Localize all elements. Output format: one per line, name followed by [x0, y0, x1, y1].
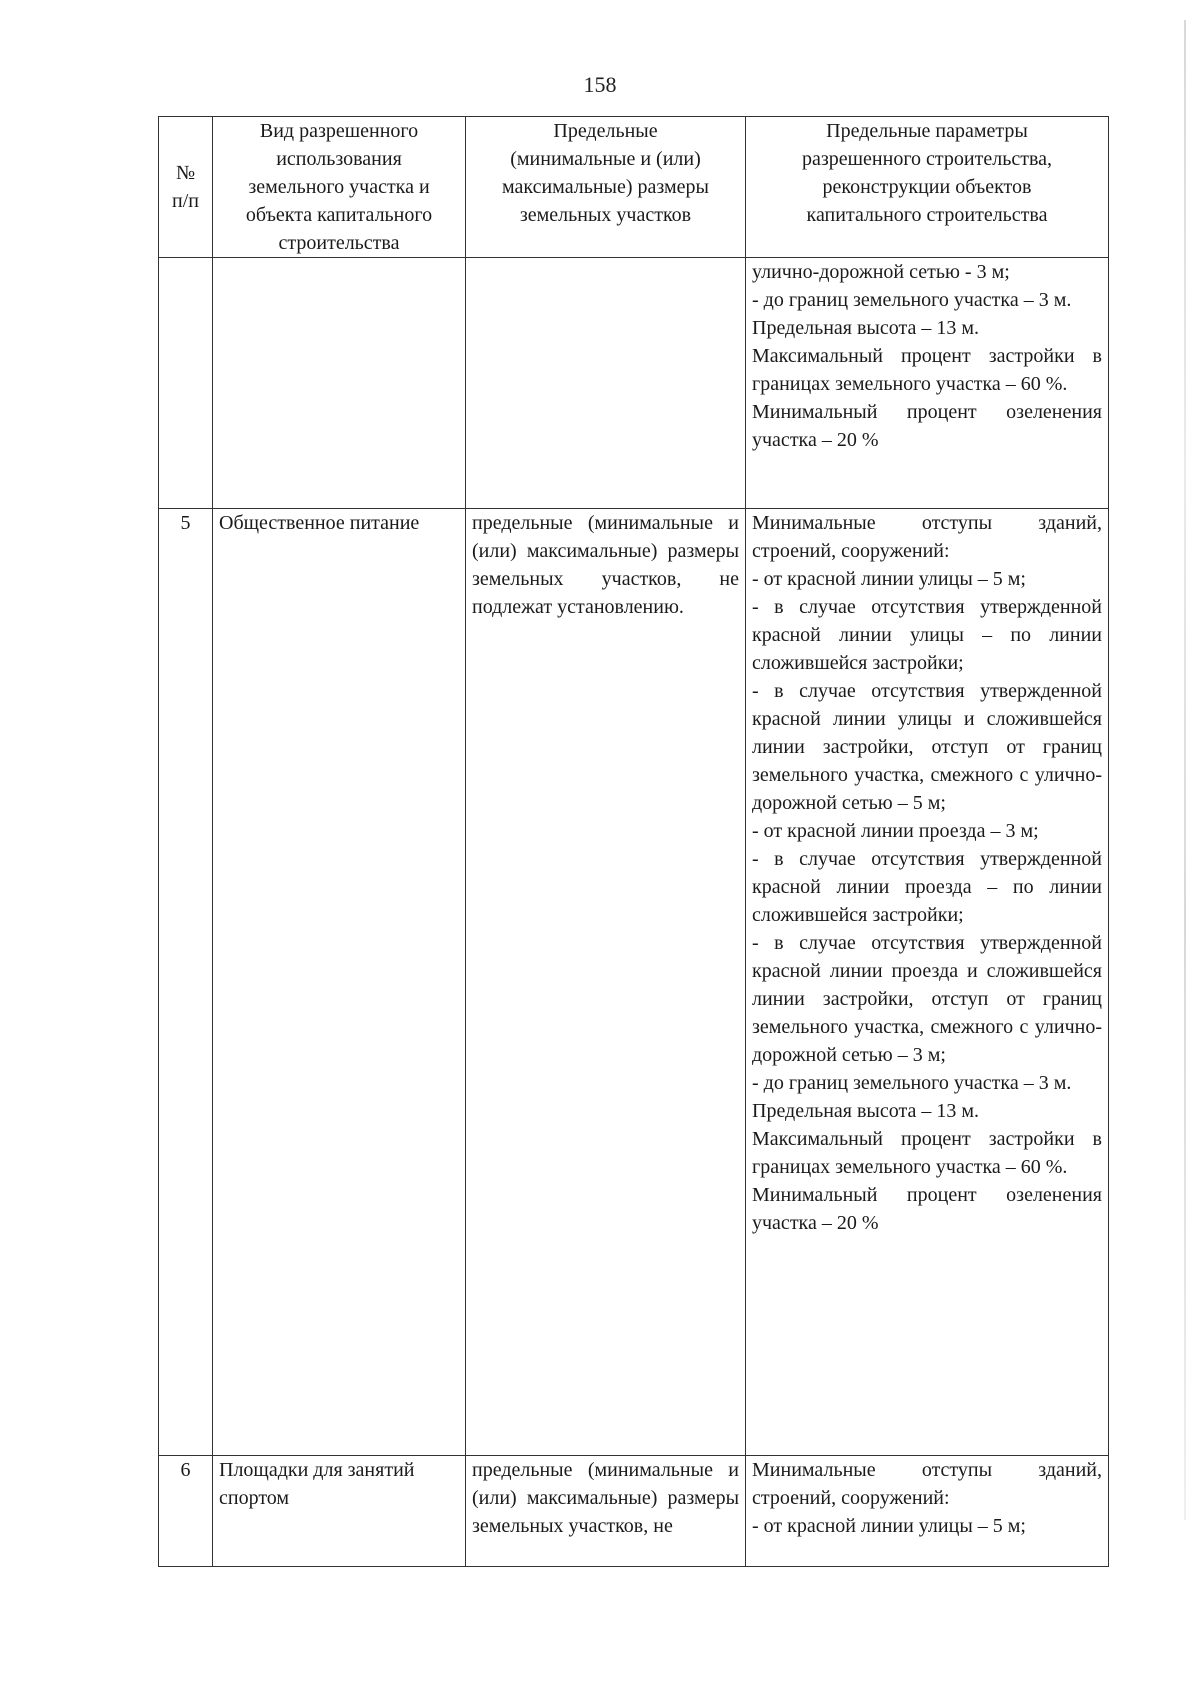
regulations-table: [158, 116, 1109, 1567]
row-num: 6: [159, 1456, 213, 1567]
table-row: [159, 1456, 1109, 1567]
row-num: 5: [159, 509, 213, 1456]
header-num: № п/п: [159, 117, 213, 258]
header-params: Предельные параметры разрешенного строительства, реконструкции объектов капитального строительства: [746, 117, 1109, 258]
header-sizes: Предельные (минимальные и (или) максимальные) размеры земельных участков: [466, 117, 746, 258]
row-sizes: предельные (минимальные и (или) максимальные) размеры земельных участков, не подлежат установлению.: [466, 509, 746, 1456]
row-params: Минимальные отступы зданий, строений, сооружений: - от красной линии улицы – 5 м;: [746, 1456, 1109, 1567]
row-type: Площадки для занятий спортом: [213, 1456, 466, 1567]
row-sizes: предельные (минимальные и (или) максимальные) размеры земельных участков, не: [466, 1456, 746, 1567]
row-params: улично-дорожной сетью - 3 м; - до границ земельного участка – 3 м. Предельная высота – 13 м. Максимальный процент застройки в границах земельного участка – 60 %. Минимальный процент озеленения участка – 20 %: [746, 258, 1109, 509]
table-row: [159, 258, 1109, 509]
row-type: Общественное питание: [213, 509, 466, 1456]
row-num: [159, 258, 213, 509]
row-type: [213, 258, 466, 509]
row-sizes: [466, 258, 746, 509]
scan-edge-artifact: [1184, 20, 1186, 1520]
table-row: [159, 509, 1109, 1456]
table-header-row: [159, 117, 1109, 258]
header-type: Вид разрешенного использования земельного участка и объекта капитального строительства: [213, 117, 466, 258]
row-params: Минимальные отступы зданий, строений, сооружений: - от красной линии улицы – 5 м; - в случае отсутствия утвержденной красной линии улицы – по линии сложившейся застройки; - в случае отсутствия утвержденной красной линии улицы и сложившейся линии застройки, отступ от границ земельного участка, смежного с улично-дорожной сетью – 5 м; - от красной линии проезда – 3 м; - в случае отсутствия утвержденной красной линии проезда – по линии сложившейся застройки; - в случае отсутствия утвержденной красной линии проезда и сложившейся линии застройки, отступ от границ земельного участка, смежного с улично-дорожной сетью – 3 м; - до границ земельного участка – 3 м. Предельная высота – 13 м. Максимальный процент застройки в границах земельного участка – 60 %. Минимальный процент озеленения участка – 20 %: [746, 509, 1109, 1456]
page-number: 158: [583, 72, 617, 97]
